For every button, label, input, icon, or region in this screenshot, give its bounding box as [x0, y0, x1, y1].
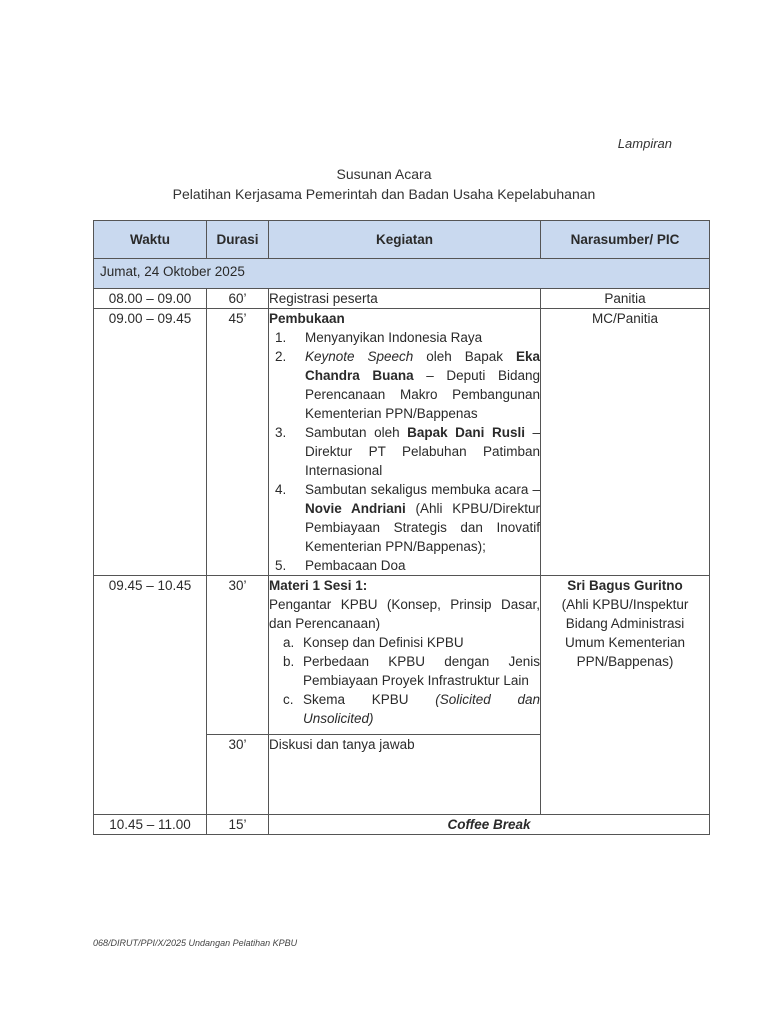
- kegiatan-cell: Registrasi peserta: [269, 289, 541, 309]
- table-row: [94, 576, 710, 735]
- col-durasi: Durasi: [207, 221, 269, 259]
- title-line-2: Pelatihan Kerjasama Pemerintah dan Badan Usaha Kepelabuhanan: [172, 186, 596, 202]
- list-item: 2. Keynote Speech oleh Bapak Eka Chandra Buana – Deputi Bidang Perencanaan Makro Pembangunan Kementerian PPN/Bappenas: [275, 349, 541, 421]
- waktu-cell: 08.00 – 09.00: [94, 289, 207, 309]
- lampiran-label: Lampiran: [617, 136, 672, 151]
- list-item: c. Skema KPBU (Solicited dan Unsolicited): [283, 692, 540, 726]
- durasi-cell: 15’: [207, 815, 269, 835]
- footer-reference: 068/DIRUT/PPI/X/2025 Undangan Pelatihan KPBU: [93, 938, 298, 948]
- durasi-cell: 60’: [207, 289, 269, 309]
- col-narasumber: Narasumber/ PIC: [541, 221, 710, 259]
- section-heading: Pembukaan: [269, 311, 345, 326]
- kegiatan-cell: Diskusi dan tanya jawab: [269, 735, 541, 815]
- document-title: [0, 164, 768, 204]
- section-heading: Materi 1 Sesi 1:: [269, 578, 368, 593]
- topic-list: [269, 633, 540, 728]
- table-row: [94, 309, 710, 576]
- list-item: 5. Pembacaan Doa: [275, 558, 406, 573]
- pic-cell: MC/Panitia: [541, 309, 710, 576]
- durasi-cell: 30’: [207, 576, 269, 735]
- session-intro: Pengantar KPBU (Konsep, Prinsip Dasar, dan Perencanaan): [269, 597, 540, 631]
- waktu-cell: 09.45 – 10.45: [94, 576, 207, 815]
- list-item: 4. Sambutan sekaligus membuka acara – Novie Andriani (Ahli KPBU/Direktur Pembiayaan Strategis dan Inovatif Kementerian PPN/Bappenas);: [275, 482, 540, 554]
- durasi-cell: 30’: [207, 735, 269, 815]
- date-cell: Jumat, 24 Oktober 2025: [94, 259, 710, 289]
- kegiatan-cell: [269, 309, 541, 576]
- table-header-row: [94, 221, 710, 259]
- coffee-break-cell: Coffee Break: [269, 815, 710, 835]
- speaker-desc: (Ahli KPBU/Inspektur Bidang Administrasi Umum Kementerian PPN/Bappenas): [561, 597, 689, 669]
- opening-list: [269, 328, 540, 575]
- table-row: [94, 815, 710, 835]
- list-item: b. Perbedaan KPBU dengan Jenis Pembiayaan Proyek Infrastruktur Lain: [283, 654, 540, 688]
- list-item: 1. Menyanyikan Indonesia Raya: [275, 330, 483, 345]
- kegiatan-cell: [269, 576, 541, 735]
- schedule-table: [93, 220, 710, 835]
- pic-cell: Panitia: [541, 289, 710, 309]
- table-row: [94, 289, 710, 309]
- durasi-cell: 45’: [207, 309, 269, 576]
- speaker-name: Sri Bagus Guritno: [567, 578, 683, 593]
- waktu-cell: 10.45 – 11.00: [94, 815, 207, 835]
- col-waktu: Waktu: [94, 221, 207, 259]
- waktu-cell: 09.00 – 09.45: [94, 309, 207, 576]
- title-line-1: Susunan Acara: [336, 166, 432, 182]
- list-item: 3. Sambutan oleh Bapak Dani Rusli – Direktur PT Pelabuhan Patimban Internasional: [275, 425, 541, 478]
- col-kegiatan: Kegiatan: [269, 221, 541, 259]
- list-item: a. Konsep dan Definisi KPBU: [283, 635, 464, 650]
- pic-cell: [541, 576, 710, 815]
- date-row: [94, 259, 710, 289]
